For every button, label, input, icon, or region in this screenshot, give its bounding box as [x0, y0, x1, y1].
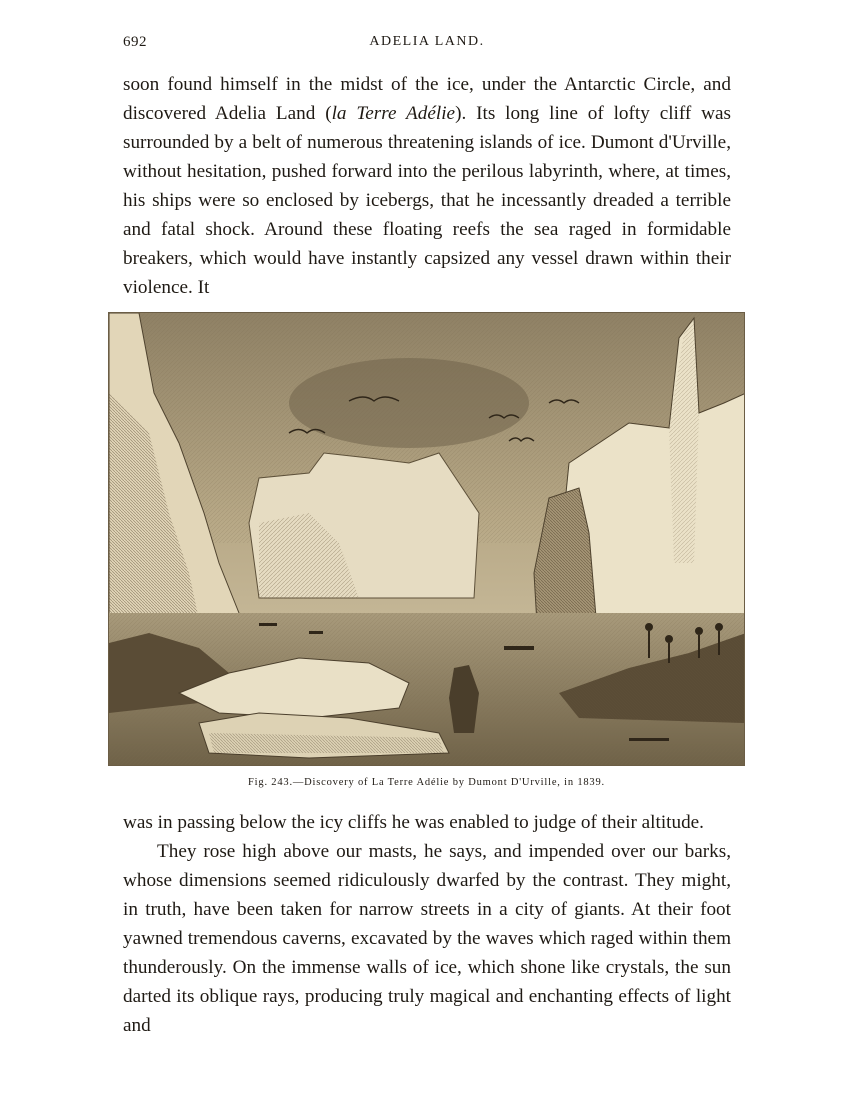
body-text-bottom [123, 808, 731, 1040]
running-title: ADELIA LAND. [369, 34, 485, 49]
body-text-top [123, 70, 731, 302]
paragraph: was in passing below the icy cliffs he was enabled to judge of their altitude. [123, 812, 704, 833]
engraving-illustration [108, 312, 745, 766]
italic-phrase: la Terre Adélie [331, 103, 456, 124]
paragraph-text: ). Its long line of lofty cliff was surrounded by a belt of numerous threatening islands of ice. Dumont d'Urville, without hesitation, pushed forward into the perilous labyrinth, where, at times, his ships were so enclosed by icebergs, that he incessantly dreaded a terrible and fatal shock. Around these floating reefs the sea raged in formidable breakers, which would have instantly capsized any vessel drawn within their violence. It [123, 103, 731, 298]
paragraph [123, 70, 731, 302]
running-head [123, 34, 731, 56]
paragraph: They rose high above our masts, he says, and impended over our barks, whose dimensions seemed ridiculously dwarfed by the contrast. They might, in truth, have been taken for narrow streets in a city of giants. At their foot yawned tremendous caverns, excavated by the waves which raged within them thunderously. On the immense walls of ice, which shone like crystals, the sun darted its oblique rays, producing truly magical and enchanting effects of light and [123, 841, 731, 1036]
iceberg-engraving-image [109, 313, 745, 766]
page-number: 692 [123, 34, 147, 50]
figure-caption: Fig. 243.—Discovery of La Terre Adélie by Dumont D'Urville, in 1839. [248, 777, 605, 788]
paragraph-text: soon found himself in the midst of the ice, under the Antarctic Circle, and discovered Adelia Land ( [123, 74, 731, 124]
